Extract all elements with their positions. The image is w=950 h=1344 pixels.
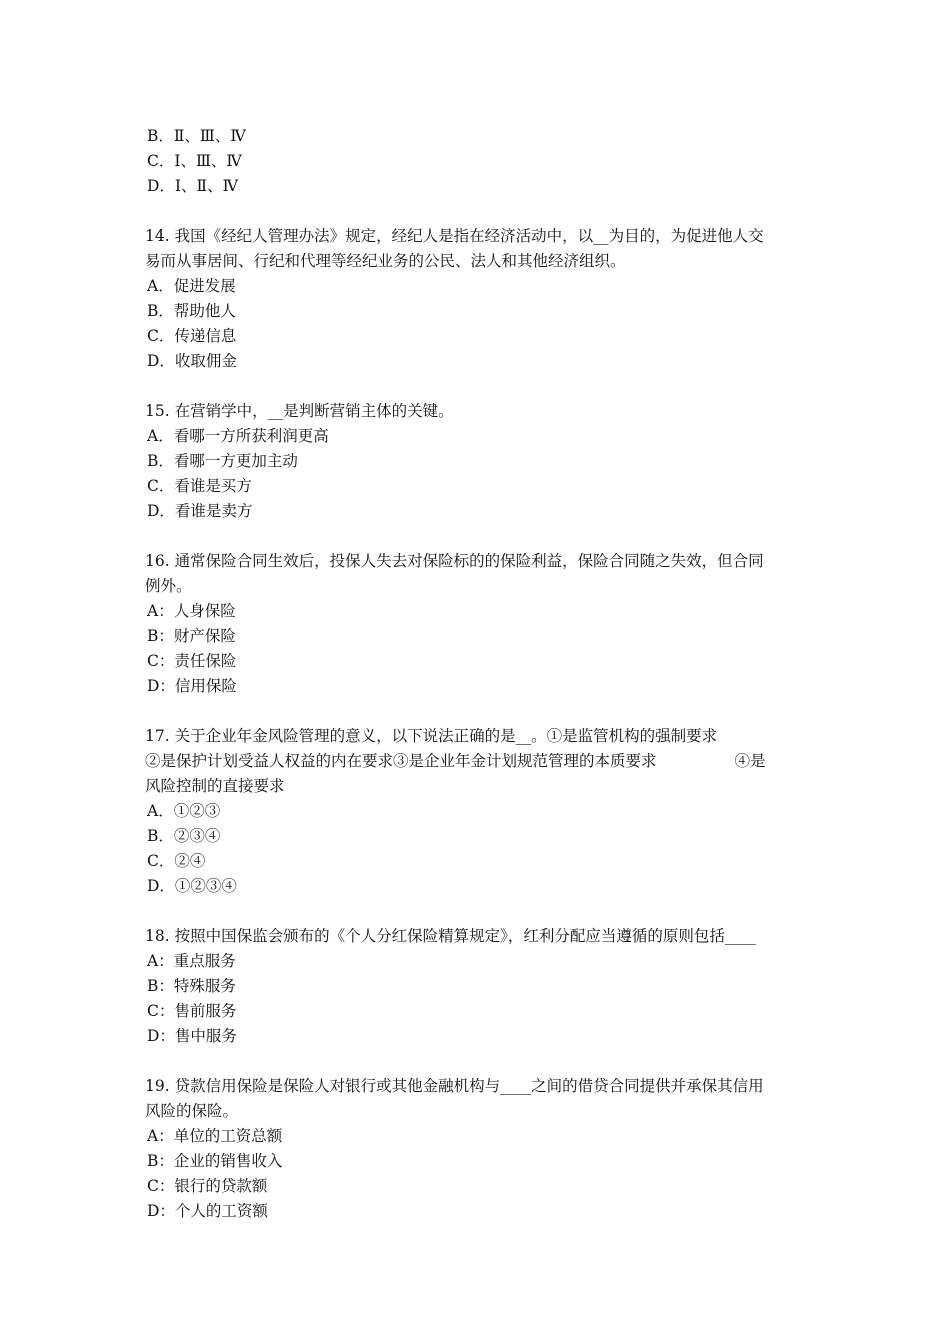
option-b: B：企业的销售收入 bbox=[147, 1152, 283, 1170]
stem-line: 风险控制的直接要求 bbox=[145, 777, 285, 795]
option-b: B．Ⅱ、Ⅲ、Ⅳ bbox=[147, 127, 246, 145]
option-c: C：责任保险 bbox=[147, 652, 237, 670]
stem-line: 风险的保险。 bbox=[145, 1102, 239, 1120]
option-c: C：售前服务 bbox=[147, 1002, 237, 1020]
document-page bbox=[145, 124, 810, 1224]
option-a: A．促进发展 bbox=[147, 277, 236, 295]
option-c: C．②④ bbox=[147, 852, 206, 870]
question-stem bbox=[145, 924, 810, 949]
stem-line: 14. 我国《经纪人管理办法》规定，经纪人是指在经济活动中，以__为目的，为促进他人交 bbox=[145, 227, 764, 245]
option-a: A：重点服务 bbox=[147, 952, 236, 970]
option-b: B：特殊服务 bbox=[147, 977, 236, 995]
stem-line: 例外。 bbox=[145, 577, 192, 595]
option-a: A．看哪一方所获利润更高 bbox=[147, 427, 329, 445]
option-a: A：人身保险 bbox=[147, 602, 236, 620]
option-b: B．看哪一方更加主动 bbox=[147, 452, 298, 470]
option-d: D：信用保险 bbox=[147, 677, 237, 695]
question-18 bbox=[145, 924, 810, 1049]
option-a: A：单位的工资总额 bbox=[147, 1127, 283, 1145]
question-stem bbox=[145, 399, 810, 424]
option-d: D：售中服务 bbox=[147, 1027, 237, 1045]
question-stem bbox=[145, 224, 810, 274]
stem-line: 19. 贷款信用保险是保险人对银行或其他金融机构与____之间的借贷合同提供并承保其信用 bbox=[145, 1077, 764, 1095]
stem-line: 17. 关于企业年金风险管理的意义，以下说法正确的是__。①是监管机构的强制要求 bbox=[145, 727, 718, 745]
question-14 bbox=[145, 224, 810, 374]
question-15 bbox=[145, 399, 810, 524]
question-19 bbox=[145, 1074, 810, 1224]
stem-line-tail: ④是 bbox=[734, 752, 766, 770]
stem-line: 16. 通常保险合同生效后，投保人失去对保险标的的保险利益，保险合同随之失效，但合同 bbox=[145, 552, 764, 570]
question-stem bbox=[145, 549, 810, 599]
option-a: A．①②③ bbox=[147, 802, 221, 820]
option-d: D．看谁是卖方 bbox=[147, 502, 253, 520]
stem-line: 易而从事居间、行纪和代理等经纪业务的公民、法人和其他经济组织。 bbox=[145, 252, 626, 270]
stem-line: 18. 按照中国保监会颁布的《个人分红保险精算规定》，红利分配应当遵循的原则包括____ bbox=[145, 927, 756, 945]
option-c: C．Ⅰ、Ⅲ、Ⅳ bbox=[147, 152, 242, 170]
option-b: B．帮助他人 bbox=[147, 302, 236, 320]
option-d: D．收取佣金 bbox=[147, 352, 237, 370]
option-b: B：财产保险 bbox=[147, 627, 236, 645]
stem-line: 15. 在营销学中，__是判断营销主体的关键。 bbox=[145, 402, 454, 420]
stem-line-2 bbox=[145, 749, 810, 774]
previous-question-options bbox=[145, 124, 810, 199]
option-b: B．②③④ bbox=[147, 827, 221, 845]
stem-line-text: ②是保护计划受益人权益的内在要求③是企业年金计划规范管理的本质要求 bbox=[145, 752, 657, 770]
question-17 bbox=[145, 724, 810, 899]
option-c: C：银行的贷款额 bbox=[147, 1177, 268, 1195]
option-c: C．传递信息 bbox=[147, 327, 237, 345]
question-stem bbox=[145, 1074, 810, 1124]
question-16 bbox=[145, 549, 810, 699]
question-stem bbox=[145, 724, 810, 799]
option-c: C．看谁是买方 bbox=[147, 477, 252, 495]
option-d: D．①②③④ bbox=[147, 877, 237, 895]
option-d: D：个人的工资额 bbox=[147, 1202, 268, 1220]
option-d: D．Ⅰ、Ⅱ、Ⅳ bbox=[147, 177, 239, 195]
